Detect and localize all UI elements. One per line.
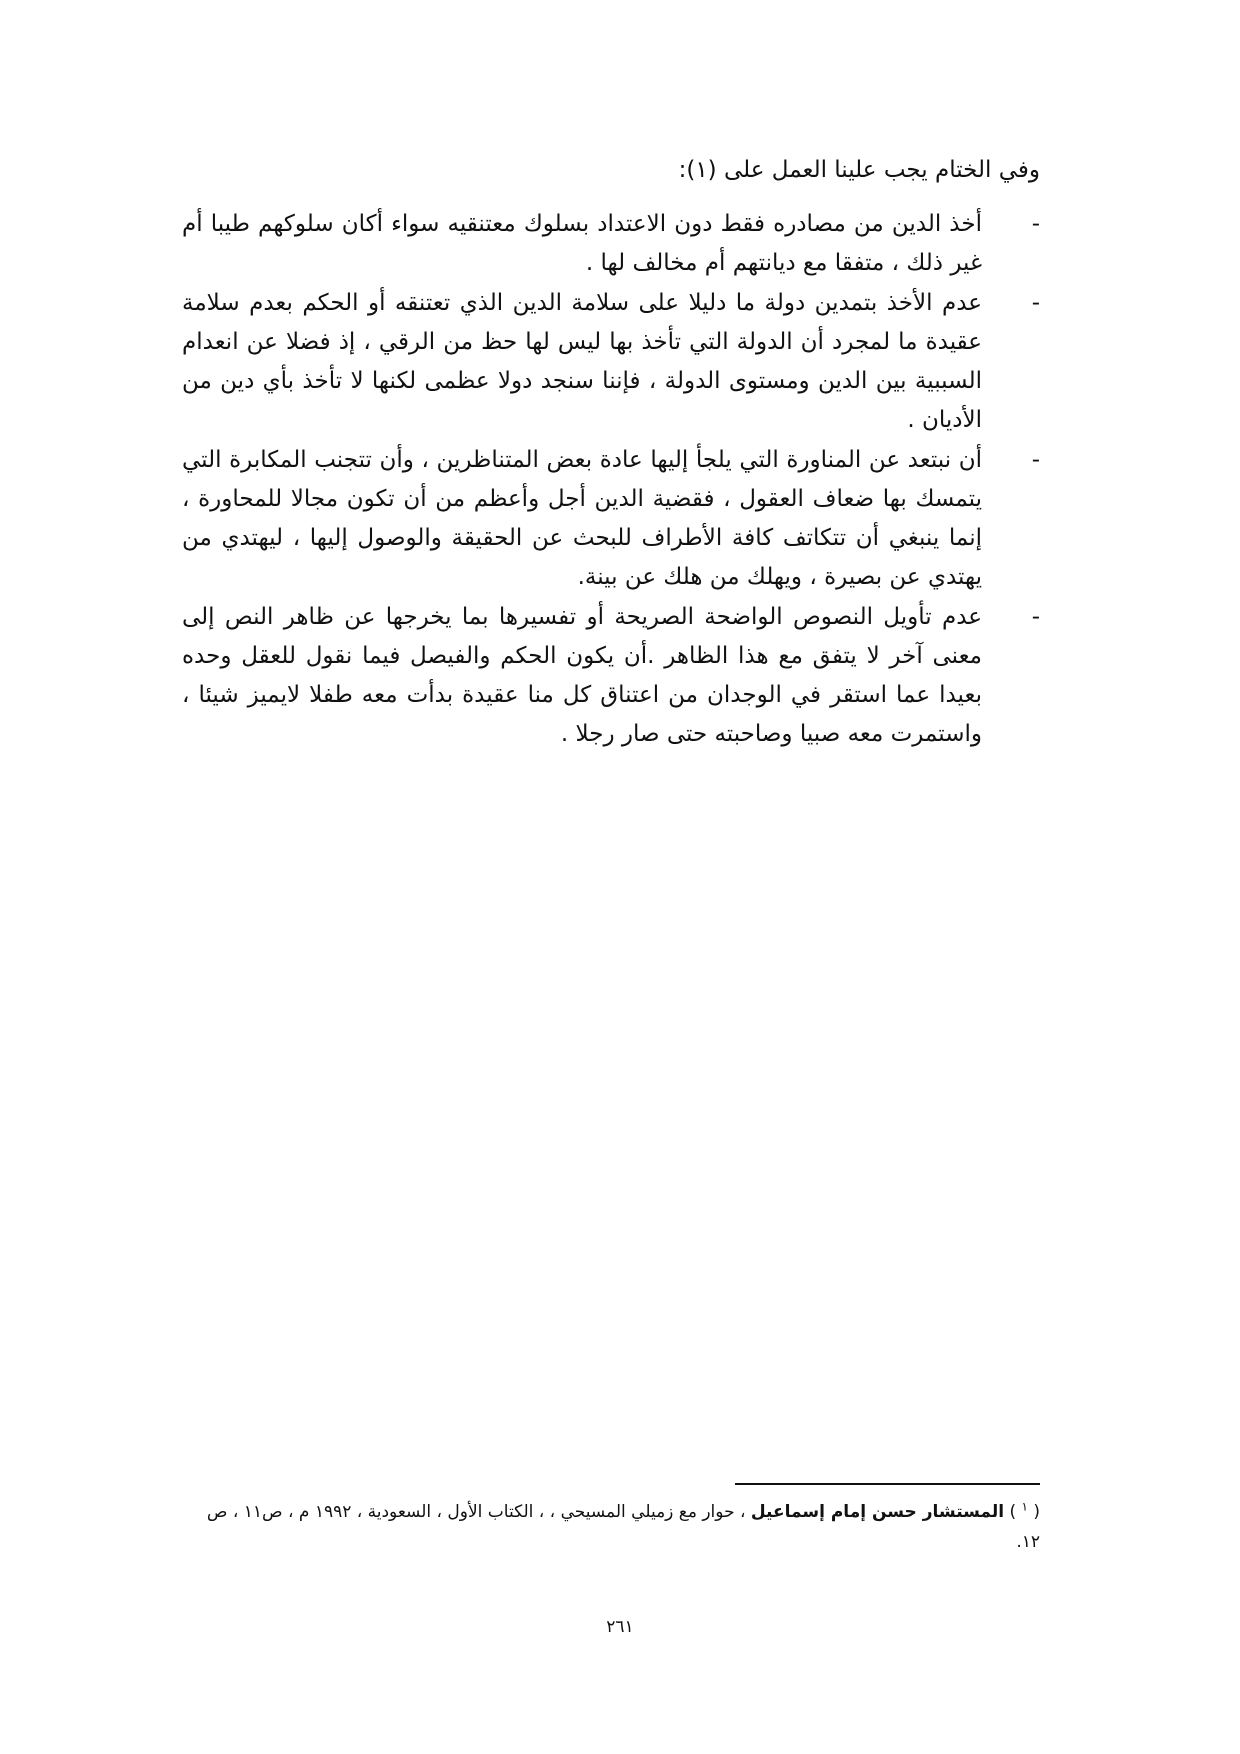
bullet-dash: - — [1031, 447, 1040, 473]
footnote-close-paren: ) — [1009, 1502, 1017, 1522]
list-item — [182, 284, 1040, 440]
bullet-dash: - — [1031, 604, 1040, 630]
page-number: ٢٦١ — [606, 1617, 634, 1637]
list-item — [182, 205, 1040, 283]
footnote-text: ، حوار مع زميلي المسيحي ، ، الكتاب الأول ، السعودية ، ١٩٩٢ م ، ص١١ ، ص ١٢. — [206, 1502, 1040, 1552]
footnote-author: المستشار حسن إمام إسماعيل — [750, 1502, 1005, 1522]
footnote-open-paren: ( — [1033, 1502, 1040, 1522]
bullet-text: عدم الأخذ بتمدين دولة ما دليلا على سلامة الدين الذي تعتنقه أو الحكم بعدم سلامة عقيدة ما لمجرد أن الدولة التي تأخذ بها ليس لها حظ من الرقي ، إذ فضلا عن انعدام السببية بين الدين ومستوى الدولة ، فإننا سنجد دولا عظمى لكنها لا تأخذ بأي دين من الأديان . — [182, 290, 982, 433]
footnote — [195, 1497, 1040, 1557]
bullet-text: أخذ الدين من مصادره فقط دون الاعتداد بسلوك معتنقيه سواء أكان سلوكهم طيبا أم غير ذلك ، متفقا مع ديانتهم أم مخالف لها . — [182, 211, 982, 276]
list-item — [182, 441, 1040, 597]
bullet-dash: - — [1031, 211, 1040, 237]
footnote-marker: ١ — [1021, 1499, 1028, 1514]
footnote-divider — [735, 1483, 1040, 1485]
bullet-text: أن نبتعد عن المناورة التي يلجأ إليها عادة بعض المتناظرين ، وأن تتجنب المكابرة التي يتمسك بها ضعاف العقول ، فقضية الدين أجل وأعظم من أن تكون مجالا للمحاورة ، إنما ينبغي أن تتكاتف كافة الأطراف للبحث عن الحقيقة والوصول إليها ، ليهتدي من يهتدي عن بصيرة ، ويهلك من هلك عن بينة. — [182, 447, 982, 590]
bullet-text: عدم تأويل النصوص الواضحة الصريحة أو تفسيرها بما يخرجها عن ظاهر النص إلى معنى آخر لا يتفق مع هذا الظاهر .أن يكون الحكم والفيصل فيما نقول للعقل وحده بعيدا عما استقر في الوجدان من اعتناق كل منا عقيدة بدأت معه طفلا لايميز شيئا ، واستمرت معه صبيا وصاحبته حتى صار رجلا . — [182, 604, 982, 747]
list-item — [182, 598, 1040, 754]
intro-paragraph: وفي الختام يجب علينا العمل على (١): — [678, 157, 1040, 183]
bullet-dash: - — [1031, 290, 1040, 316]
bullet-list — [182, 205, 1040, 755]
